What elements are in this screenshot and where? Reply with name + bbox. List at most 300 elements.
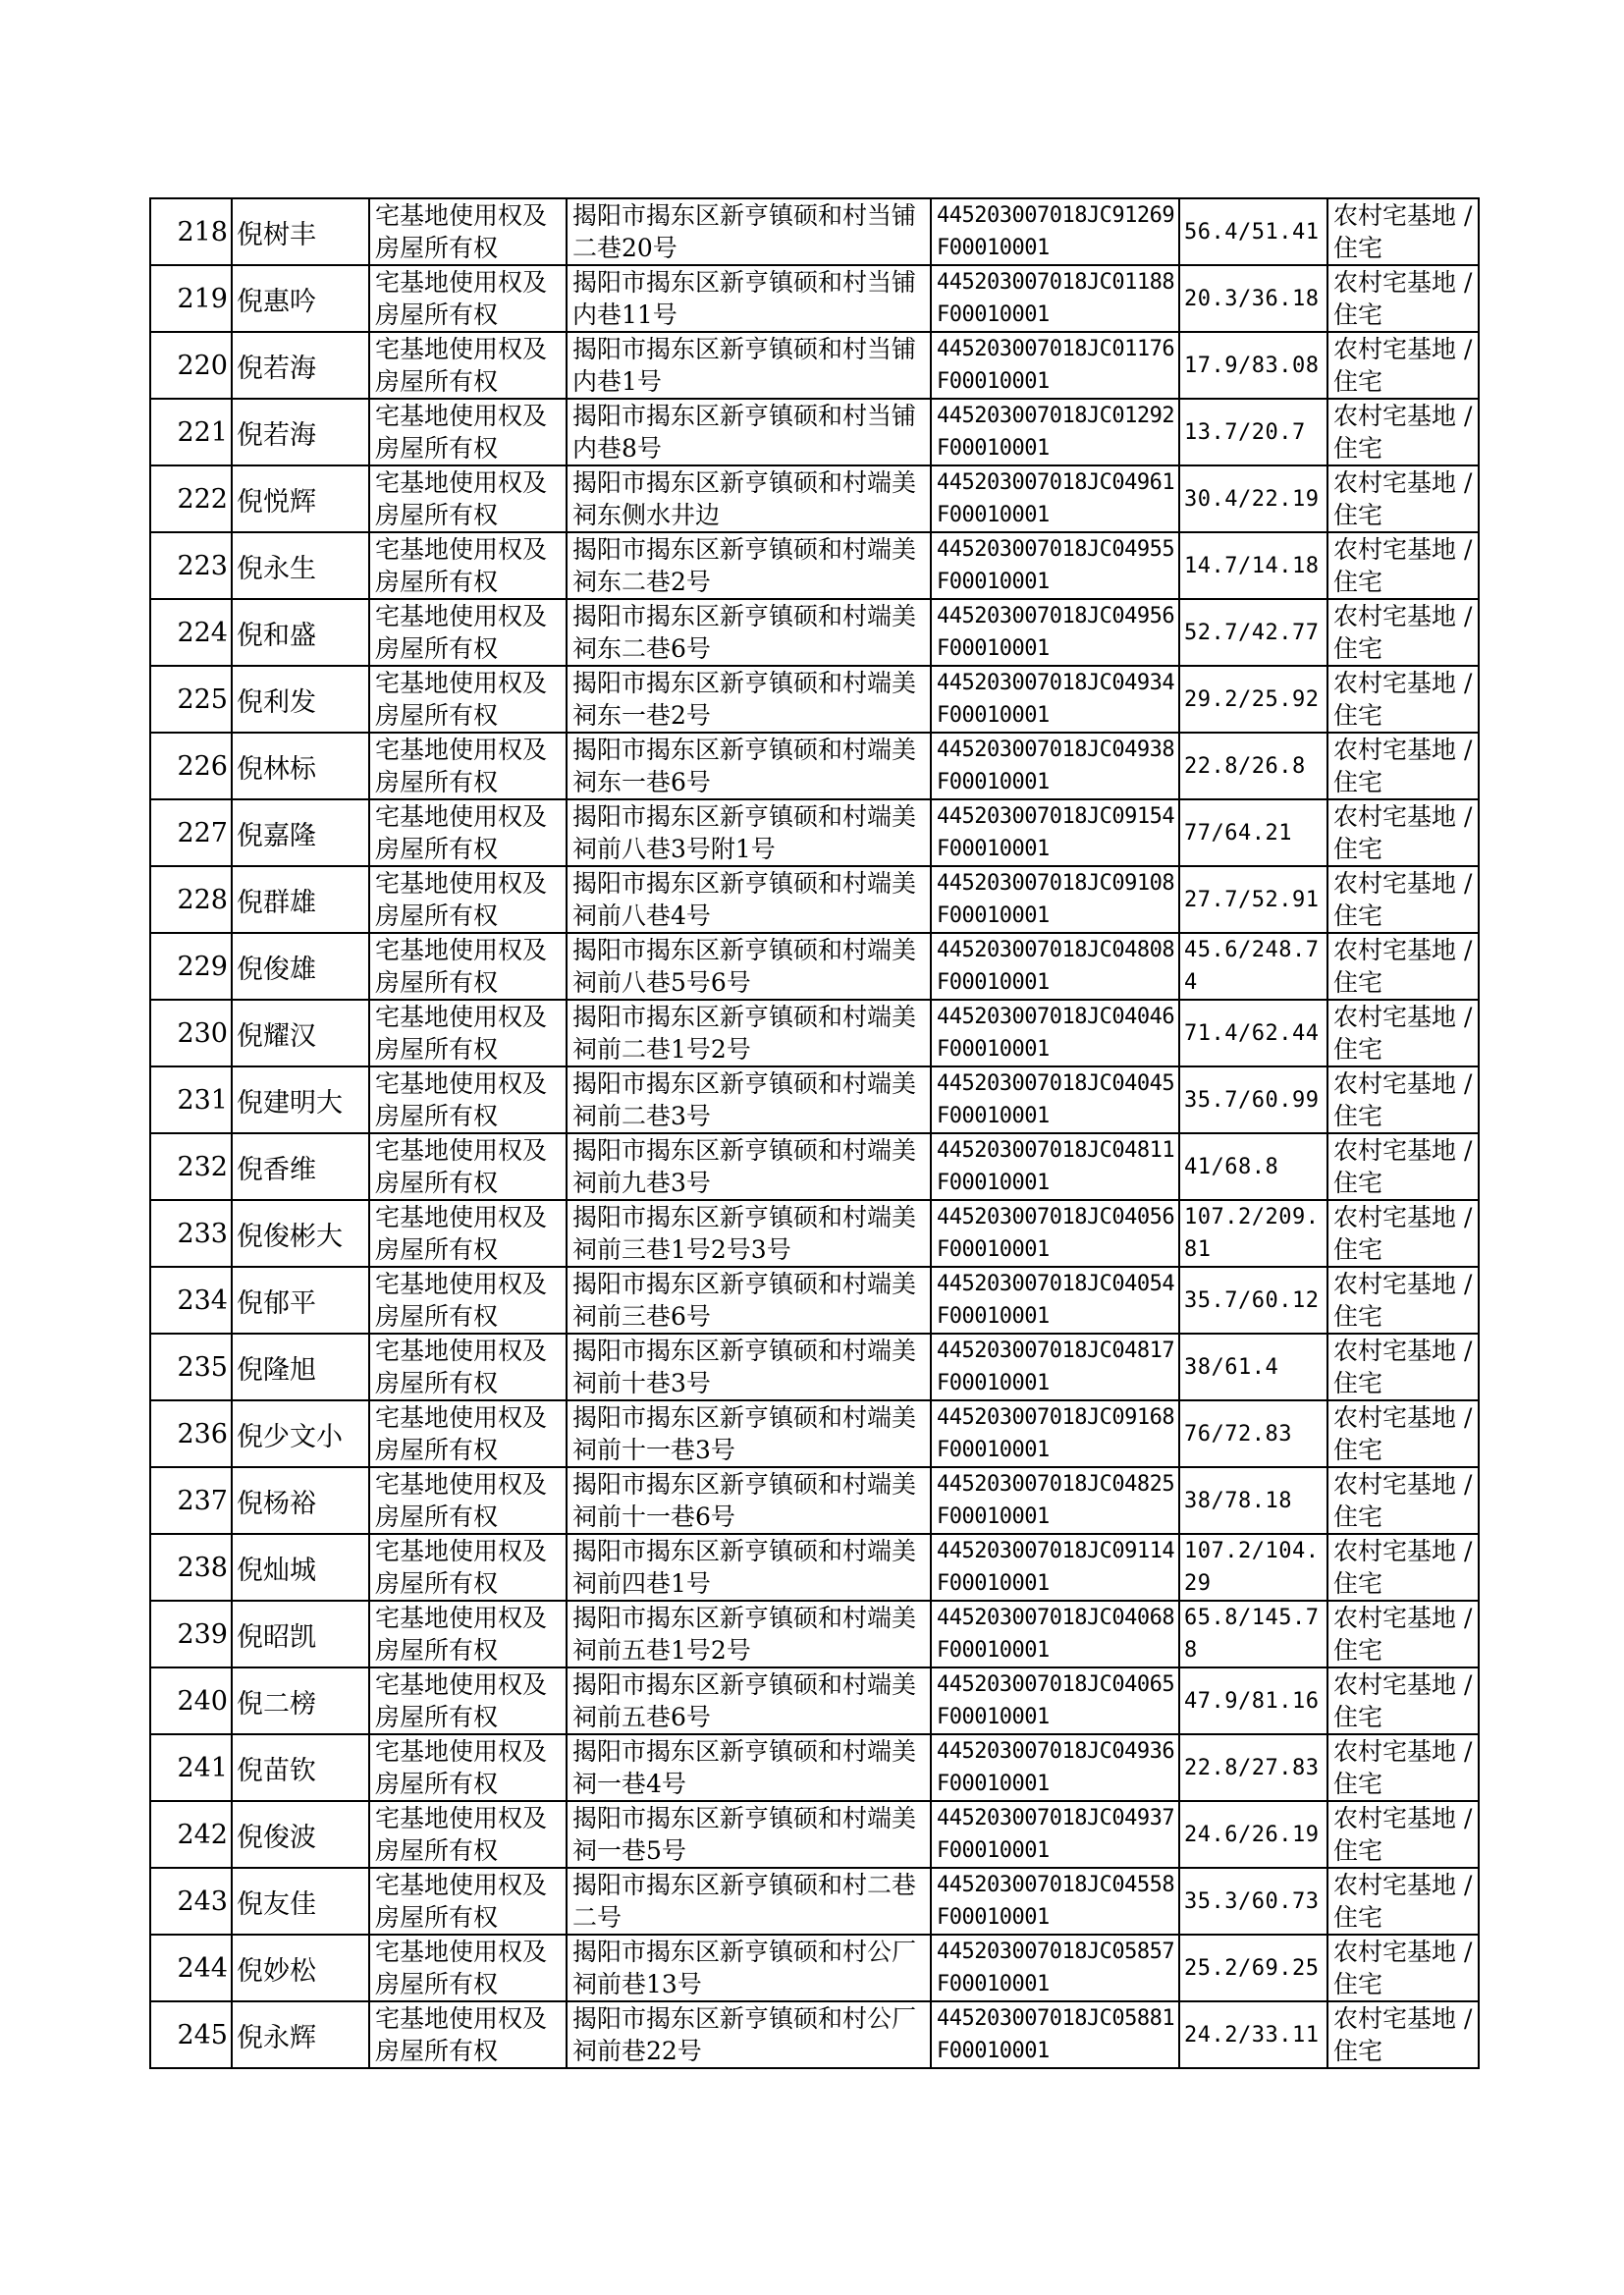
area-text: 45.6/248.74 bbox=[1184, 938, 1320, 995]
owner-name-cell bbox=[232, 866, 369, 933]
land-use-cell bbox=[1327, 933, 1479, 1000]
area-cell bbox=[1179, 1801, 1327, 1868]
area-cell bbox=[1179, 1334, 1327, 1400]
land-use-text: 农村宅基地 / 住宅 bbox=[1333, 602, 1473, 663]
row-number-cell bbox=[150, 866, 232, 933]
row-number-text: 239 bbox=[177, 1618, 228, 1650]
row-number-text: 224 bbox=[177, 617, 228, 648]
land-use-text: 农村宅基地 / 住宅 bbox=[1333, 1069, 1473, 1130]
address-cell bbox=[567, 1801, 931, 1868]
row-number-text: 243 bbox=[177, 1885, 228, 1917]
address-text: 揭阳市揭东区新亨镇硕和村端美祠前五巷1号2号 bbox=[572, 1604, 917, 1665]
unit-code-text: 445203007018JC91269F00010001 bbox=[937, 203, 1175, 260]
address-cell bbox=[567, 399, 931, 465]
address-cell bbox=[567, 799, 931, 866]
row-number-cell bbox=[150, 1400, 232, 1467]
right-type-text: 宅基地使用权及房屋所有权 bbox=[375, 1737, 548, 1798]
unit-code-text: 445203007018JC04934F00010001 bbox=[937, 671, 1175, 728]
unit-code-cell bbox=[931, 332, 1179, 399]
address-text: 揭阳市揭东区新亨镇硕和村端美祠前九巷3号 bbox=[572, 1136, 917, 1197]
land-use-cell bbox=[1327, 866, 1479, 933]
address-text: 揭阳市揭东区新亨镇硕和村端美祠前五巷6号 bbox=[572, 1670, 917, 1731]
area-cell bbox=[1179, 1467, 1327, 1534]
unit-code-text: 445203007018JC04956F00010001 bbox=[937, 604, 1175, 661]
unit-code-text: 445203007018JC09168F00010001 bbox=[937, 1405, 1175, 1462]
address-cell bbox=[567, 933, 931, 1000]
address-cell bbox=[567, 532, 931, 599]
right-type-text: 宅基地使用权及房屋所有权 bbox=[375, 468, 548, 529]
address-cell bbox=[567, 866, 931, 933]
area-cell bbox=[1179, 1133, 1327, 1200]
address-text: 揭阳市揭东区新亨镇硕和村端美祠前三巷6号 bbox=[572, 1270, 917, 1331]
row-number-text: 236 bbox=[177, 1418, 228, 1449]
row-number-cell bbox=[150, 198, 232, 265]
unit-code-text: 445203007018JC04054F00010001 bbox=[937, 1272, 1175, 1329]
area-cell bbox=[1179, 666, 1327, 733]
row-number-cell bbox=[150, 1801, 232, 1868]
unit-code-text: 445203007018JC04936F00010001 bbox=[937, 1739, 1175, 1796]
row-number-text: 238 bbox=[177, 1552, 228, 1583]
area-text: 22.8/26.8 bbox=[1184, 753, 1306, 779]
row-number-text: 240 bbox=[177, 1685, 228, 1717]
table-row bbox=[150, 799, 1479, 866]
unit-code-text: 445203007018JC09108F00010001 bbox=[937, 871, 1175, 928]
address-cell bbox=[567, 1467, 931, 1534]
land-use-text: 农村宅基地 / 住宅 bbox=[1333, 1670, 1473, 1731]
row-number-cell bbox=[150, 1267, 232, 1334]
address-text: 揭阳市揭东区新亨镇硕和村端美祠前二巷1号2号 bbox=[572, 1003, 917, 1064]
table-row bbox=[150, 666, 1479, 733]
right-type-cell bbox=[369, 532, 567, 599]
owner-name-cell bbox=[232, 1334, 369, 1400]
land-use-text: 农村宅基地 / 住宅 bbox=[1333, 1938, 1473, 1998]
land-use-cell bbox=[1327, 265, 1479, 332]
area-text: 52.7/42.77 bbox=[1184, 620, 1320, 645]
address-text: 揭阳市揭东区新亨镇硕和村当铺二巷20号 bbox=[572, 201, 917, 262]
land-use-text: 农村宅基地 / 住宅 bbox=[1333, 268, 1473, 329]
right-type-cell bbox=[369, 332, 567, 399]
table-body bbox=[150, 198, 1479, 2068]
owner-name-cell bbox=[232, 1400, 369, 1467]
area-cell bbox=[1179, 1066, 1327, 1133]
owner-name-cell bbox=[232, 599, 369, 666]
table-row bbox=[150, 1400, 1479, 1467]
row-number-text: 244 bbox=[177, 1952, 228, 1984]
right-type-text: 宅基地使用权及房屋所有权 bbox=[375, 1871, 548, 1932]
owner-name-text: 倪友佳 bbox=[237, 1888, 316, 1920]
address-cell bbox=[567, 599, 931, 666]
area-cell bbox=[1179, 198, 1327, 265]
right-type-cell bbox=[369, 1467, 567, 1534]
address-text: 揭阳市揭东区新亨镇硕和村端美祠东二巷6号 bbox=[572, 602, 917, 663]
right-type-text: 宅基地使用权及房屋所有权 bbox=[375, 1136, 548, 1197]
unit-code-text: 445203007018JC09114F00010001 bbox=[937, 1539, 1175, 1596]
row-number-text: 219 bbox=[177, 283, 228, 314]
unit-code-cell bbox=[931, 1133, 1179, 1200]
table-row bbox=[150, 532, 1479, 599]
owner-name-text: 倪妙松 bbox=[237, 1955, 316, 1987]
land-use-cell bbox=[1327, 1334, 1479, 1400]
right-type-text: 宅基地使用权及房屋所有权 bbox=[375, 669, 548, 730]
right-type-text: 宅基地使用权及房屋所有权 bbox=[375, 535, 548, 596]
right-type-cell bbox=[369, 1133, 567, 1200]
right-type-cell bbox=[369, 1734, 567, 1801]
land-use-cell bbox=[1327, 1801, 1479, 1868]
area-cell bbox=[1179, 1200, 1327, 1267]
owner-name-cell bbox=[232, 1133, 369, 1200]
owner-name-cell bbox=[232, 2001, 369, 2068]
address-cell bbox=[567, 1601, 931, 1667]
address-cell bbox=[567, 198, 931, 265]
right-type-cell bbox=[369, 1334, 567, 1400]
unit-code-cell bbox=[931, 1868, 1179, 1935]
address-cell bbox=[567, 1066, 931, 1133]
owner-name-cell bbox=[232, 532, 369, 599]
owner-name-cell bbox=[232, 332, 369, 399]
row-number-cell bbox=[150, 1000, 232, 1066]
land-use-cell bbox=[1327, 1667, 1479, 1734]
row-number-text: 242 bbox=[177, 1819, 228, 1850]
table-row bbox=[150, 1534, 1479, 1601]
owner-name-cell bbox=[232, 198, 369, 265]
address-cell bbox=[567, 1133, 931, 1200]
area-cell bbox=[1179, 332, 1327, 399]
unit-code-cell bbox=[931, 1534, 1179, 1601]
row-number-cell bbox=[150, 532, 232, 599]
address-text: 揭阳市揭东区新亨镇硕和村端美祠东侧水井边 bbox=[572, 468, 917, 529]
right-type-text: 宅基地使用权及房屋所有权 bbox=[375, 335, 548, 396]
row-number-text: 229 bbox=[177, 951, 228, 982]
row-number-cell bbox=[150, 2001, 232, 2068]
owner-name-text: 倪嘉隆 bbox=[237, 820, 316, 851]
unit-code-cell bbox=[931, 1601, 1179, 1667]
address-cell bbox=[567, 733, 931, 799]
unit-code-cell bbox=[931, 1734, 1179, 1801]
row-number-text: 237 bbox=[177, 1485, 228, 1516]
unit-code-cell bbox=[931, 1935, 1179, 2001]
table-row bbox=[150, 1334, 1479, 1400]
row-number-cell bbox=[150, 1200, 232, 1267]
unit-code-text: 445203007018JC04056F00010001 bbox=[937, 1205, 1175, 1262]
table-row bbox=[150, 1868, 1479, 1935]
land-use-cell bbox=[1327, 1400, 1479, 1467]
land-use-text: 农村宅基地 / 住宅 bbox=[1333, 802, 1473, 863]
land-use-text: 农村宅基地 / 住宅 bbox=[1333, 2004, 1473, 2065]
right-type-cell bbox=[369, 2001, 567, 2068]
row-number-cell bbox=[150, 1066, 232, 1133]
right-type-text: 宅基地使用权及房屋所有权 bbox=[375, 802, 548, 863]
land-use-text: 农村宅基地 / 住宅 bbox=[1333, 535, 1473, 596]
unit-code-text: 445203007018JC04955F00010001 bbox=[937, 537, 1175, 594]
address-text: 揭阳市揭东区新亨镇硕和村端美祠前十巷3号 bbox=[572, 1337, 917, 1397]
table-row bbox=[150, 1133, 1479, 1200]
land-use-text: 农村宅基地 / 住宅 bbox=[1333, 1737, 1473, 1798]
land-use-cell bbox=[1327, 2001, 1479, 2068]
land-use-cell bbox=[1327, 1133, 1479, 1200]
unit-code-cell bbox=[931, 599, 1179, 666]
table-row bbox=[150, 599, 1479, 666]
row-number-cell bbox=[150, 1601, 232, 1667]
row-number-cell bbox=[150, 933, 232, 1000]
table-row bbox=[150, 1601, 1479, 1667]
area-text: 71.4/62.44 bbox=[1184, 1020, 1320, 1046]
right-type-cell bbox=[369, 1267, 567, 1334]
area-cell bbox=[1179, 1000, 1327, 1066]
unit-code-cell bbox=[931, 1400, 1179, 1467]
owner-name-cell bbox=[232, 1601, 369, 1667]
row-number-text: 227 bbox=[177, 817, 228, 848]
area-text: 38/61.4 bbox=[1184, 1354, 1279, 1380]
row-number-text: 231 bbox=[177, 1084, 228, 1116]
right-type-text: 宅基地使用权及房屋所有权 bbox=[375, 1537, 548, 1598]
address-text: 揭阳市揭东区新亨镇硕和村二巷二号 bbox=[572, 1871, 917, 1932]
owner-name-text: 倪二榜 bbox=[237, 1688, 316, 1720]
land-use-cell bbox=[1327, 1467, 1479, 1534]
right-type-text: 宅基地使用权及房屋所有权 bbox=[375, 201, 548, 262]
unit-code-text: 445203007018JC01176F00010001 bbox=[937, 337, 1175, 394]
owner-name-cell bbox=[232, 1667, 369, 1734]
land-use-cell bbox=[1327, 1200, 1479, 1267]
row-number-cell bbox=[150, 1133, 232, 1200]
right-type-cell bbox=[369, 866, 567, 933]
owner-name-text: 倪杨裕 bbox=[237, 1488, 316, 1519]
address-cell bbox=[567, 1267, 931, 1334]
area-text: 17.9/83.08 bbox=[1184, 353, 1320, 378]
area-cell bbox=[1179, 1868, 1327, 1935]
area-text: 22.8/27.83 bbox=[1184, 1755, 1320, 1780]
owner-name-text: 倪若海 bbox=[237, 353, 316, 384]
right-type-text: 宅基地使用权及房屋所有权 bbox=[375, 1403, 548, 1464]
address-text: 揭阳市揭东区新亨镇硕和村端美祠前八巷4号 bbox=[572, 869, 917, 930]
unit-code-text: 445203007018JC01188F00010001 bbox=[937, 270, 1175, 327]
area-text: 30.4/22.19 bbox=[1184, 486, 1320, 512]
row-number-text: 234 bbox=[177, 1284, 228, 1316]
owner-name-cell bbox=[232, 399, 369, 465]
area-text: 25.2/69.25 bbox=[1184, 1955, 1320, 1981]
table-row bbox=[150, 332, 1479, 399]
owner-name-cell bbox=[232, 1734, 369, 1801]
row-number-text: 226 bbox=[177, 750, 228, 782]
land-use-text: 农村宅基地 / 住宅 bbox=[1333, 1270, 1473, 1331]
address-text: 揭阳市揭东区新亨镇硕和村公厂祠前巷13号 bbox=[572, 1938, 917, 1998]
land-use-cell bbox=[1327, 599, 1479, 666]
area-cell bbox=[1179, 599, 1327, 666]
row-number-text: 222 bbox=[177, 483, 228, 515]
unit-code-text: 445203007018JC04046F00010001 bbox=[937, 1005, 1175, 1062]
address-cell bbox=[567, 1200, 931, 1267]
right-type-cell bbox=[369, 1000, 567, 1066]
unit-code-text: 445203007018JC01292F00010001 bbox=[937, 404, 1175, 461]
table-row bbox=[150, 1667, 1479, 1734]
row-number-cell bbox=[150, 599, 232, 666]
land-use-cell bbox=[1327, 465, 1479, 532]
owner-name-text: 倪群雄 bbox=[237, 887, 316, 918]
row-number-text: 220 bbox=[177, 350, 228, 381]
unit-code-text: 445203007018JC04817F00010001 bbox=[937, 1339, 1175, 1395]
address-cell bbox=[567, 1400, 931, 1467]
land-use-text: 农村宅基地 / 住宅 bbox=[1333, 335, 1473, 396]
land-use-cell bbox=[1327, 733, 1479, 799]
right-type-cell bbox=[369, 1601, 567, 1667]
address-text: 揭阳市揭东区新亨镇硕和村端美祠前八巷5号6号 bbox=[572, 936, 917, 997]
address-cell bbox=[567, 1935, 931, 2001]
land-use-cell bbox=[1327, 198, 1479, 265]
unit-code-cell bbox=[931, 799, 1179, 866]
unit-code-cell bbox=[931, 1667, 1179, 1734]
area-cell bbox=[1179, 799, 1327, 866]
area-cell bbox=[1179, 1734, 1327, 1801]
unit-code-text: 445203007018JC04961F00010001 bbox=[937, 470, 1175, 527]
area-text: 35.7/60.12 bbox=[1184, 1287, 1320, 1313]
right-type-cell bbox=[369, 399, 567, 465]
land-rights-table bbox=[149, 197, 1480, 2069]
address-cell bbox=[567, 1734, 931, 1801]
address-cell bbox=[567, 465, 931, 532]
owner-name-cell bbox=[232, 1200, 369, 1267]
unit-code-text: 445203007018JC05857F00010001 bbox=[937, 1940, 1175, 1996]
land-use-cell bbox=[1327, 1734, 1479, 1801]
address-cell bbox=[567, 332, 931, 399]
row-number-cell bbox=[150, 1868, 232, 1935]
right-type-cell bbox=[369, 1667, 567, 1734]
owner-name-text: 倪树丰 bbox=[237, 219, 316, 250]
unit-code-text: 445203007018JC04825F00010001 bbox=[937, 1472, 1175, 1529]
address-text: 揭阳市揭东区新亨镇硕和村端美祠东一巷2号 bbox=[572, 669, 917, 730]
right-type-text: 宅基地使用权及房屋所有权 bbox=[375, 268, 548, 329]
unit-code-cell bbox=[931, 465, 1179, 532]
address-cell bbox=[567, 666, 931, 733]
row-number-text: 230 bbox=[177, 1017, 228, 1049]
owner-name-cell bbox=[232, 265, 369, 332]
right-type-cell bbox=[369, 933, 567, 1000]
area-cell bbox=[1179, 265, 1327, 332]
area-text: 38/78.18 bbox=[1184, 1488, 1292, 1513]
row-number-cell bbox=[150, 465, 232, 532]
land-use-cell bbox=[1327, 799, 1479, 866]
right-type-cell bbox=[369, 1801, 567, 1868]
right-type-cell bbox=[369, 733, 567, 799]
address-text: 揭阳市揭东区新亨镇硕和村端美祠前十一巷6号 bbox=[572, 1470, 917, 1531]
land-use-text: 农村宅基地 / 住宅 bbox=[1333, 936, 1473, 997]
owner-name-text: 倪俊彬大 bbox=[237, 1221, 343, 1252]
row-number-cell bbox=[150, 733, 232, 799]
area-text: 35.7/60.99 bbox=[1184, 1087, 1320, 1113]
unit-code-text: 445203007018JC04811F00010001 bbox=[937, 1138, 1175, 1195]
address-text: 揭阳市揭东区新亨镇硕和村当铺内巷11号 bbox=[572, 268, 917, 329]
area-cell bbox=[1179, 866, 1327, 933]
area-cell bbox=[1179, 1601, 1327, 1667]
row-number-cell bbox=[150, 1334, 232, 1400]
owner-name-cell bbox=[232, 1534, 369, 1601]
row-number-text: 232 bbox=[177, 1151, 228, 1182]
owner-name-text: 倪永辉 bbox=[237, 2022, 316, 2053]
owner-name-text: 倪和盛 bbox=[237, 620, 316, 651]
row-number-cell bbox=[150, 1734, 232, 1801]
land-use-text: 农村宅基地 / 住宅 bbox=[1333, 1871, 1473, 1932]
unit-code-cell bbox=[931, 866, 1179, 933]
row-number-text: 223 bbox=[177, 550, 228, 581]
unit-code-cell bbox=[931, 1000, 1179, 1066]
table-row bbox=[150, 933, 1479, 1000]
row-number-text: 235 bbox=[177, 1351, 228, 1383]
unit-code-cell bbox=[931, 1467, 1179, 1534]
land-use-text: 农村宅基地 / 住宅 bbox=[1333, 1470, 1473, 1531]
land-use-text: 农村宅基地 / 住宅 bbox=[1333, 1804, 1473, 1865]
owner-name-text: 倪耀汉 bbox=[237, 1020, 316, 1052]
address-text: 揭阳市揭东区新亨镇硕和村端美祠前十一巷3号 bbox=[572, 1403, 917, 1464]
area-cell bbox=[1179, 733, 1327, 799]
row-number-cell bbox=[150, 1467, 232, 1534]
address-text: 揭阳市揭东区新亨镇硕和村当铺内巷1号 bbox=[572, 335, 917, 396]
right-type-cell bbox=[369, 1868, 567, 1935]
right-type-text: 宅基地使用权及房屋所有权 bbox=[375, 1270, 548, 1331]
area-text: 107.2/104.29 bbox=[1184, 1539, 1320, 1596]
row-number-text: 233 bbox=[177, 1218, 228, 1249]
right-type-text: 宅基地使用权及房屋所有权 bbox=[375, 869, 548, 930]
owner-name-text: 倪隆旭 bbox=[237, 1354, 316, 1386]
right-type-text: 宅基地使用权及房屋所有权 bbox=[375, 936, 548, 997]
owner-name-cell bbox=[232, 933, 369, 1000]
right-type-text: 宅基地使用权及房屋所有权 bbox=[375, 1804, 548, 1865]
owner-name-text: 倪建明大 bbox=[237, 1087, 343, 1119]
area-cell bbox=[1179, 933, 1327, 1000]
row-number-text: 225 bbox=[177, 683, 228, 715]
owner-name-cell bbox=[232, 465, 369, 532]
land-use-cell bbox=[1327, 332, 1479, 399]
right-type-text: 宅基地使用权及房屋所有权 bbox=[375, 1337, 548, 1397]
owner-name-cell bbox=[232, 1467, 369, 1534]
address-cell bbox=[567, 1334, 931, 1400]
right-type-text: 宅基地使用权及房屋所有权 bbox=[375, 1003, 548, 1064]
address-cell bbox=[567, 1868, 931, 1935]
unit-code-cell bbox=[931, 933, 1179, 1000]
land-use-cell bbox=[1327, 1066, 1479, 1133]
area-cell bbox=[1179, 532, 1327, 599]
row-number-cell bbox=[150, 1935, 232, 2001]
owner-name-cell bbox=[232, 1066, 369, 1133]
unit-code-text: 445203007018JC04065F00010001 bbox=[937, 1672, 1175, 1729]
right-type-cell bbox=[369, 1066, 567, 1133]
unit-code-cell bbox=[931, 1334, 1179, 1400]
owner-name-text: 倪俊波 bbox=[237, 1822, 316, 1853]
area-text: 107.2/209.81 bbox=[1184, 1205, 1320, 1262]
table-row bbox=[150, 2001, 1479, 2068]
area-text: 41/68.8 bbox=[1184, 1154, 1279, 1179]
unit-code-cell bbox=[931, 1267, 1179, 1334]
unit-code-cell bbox=[931, 733, 1179, 799]
address-text: 揭阳市揭东区新亨镇硕和村端美祠前二巷3号 bbox=[572, 1069, 917, 1130]
address-text: 揭阳市揭东区新亨镇硕和村端美祠前四巷1号 bbox=[572, 1537, 917, 1598]
owner-name-cell bbox=[232, 1868, 369, 1935]
row-number-text: 228 bbox=[177, 884, 228, 915]
land-use-text: 农村宅基地 / 住宅 bbox=[1333, 201, 1473, 262]
row-number-text: 241 bbox=[177, 1752, 228, 1783]
area-text: 65.8/145.78 bbox=[1184, 1606, 1320, 1663]
area-cell bbox=[1179, 1534, 1327, 1601]
owner-name-cell bbox=[232, 1801, 369, 1868]
area-text: 24.2/33.11 bbox=[1184, 2022, 1320, 2048]
table-row bbox=[150, 733, 1479, 799]
land-use-cell bbox=[1327, 1534, 1479, 1601]
land-use-cell bbox=[1327, 666, 1479, 733]
owner-name-text: 倪灿城 bbox=[237, 1555, 316, 1586]
owner-name-text: 倪郁平 bbox=[237, 1287, 316, 1319]
table-row bbox=[150, 1801, 1479, 1868]
owner-name-cell bbox=[232, 799, 369, 866]
area-text: 77/64.21 bbox=[1184, 820, 1292, 846]
right-type-cell bbox=[369, 465, 567, 532]
address-text: 揭阳市揭东区新亨镇硕和村端美祠一巷5号 bbox=[572, 1804, 917, 1865]
